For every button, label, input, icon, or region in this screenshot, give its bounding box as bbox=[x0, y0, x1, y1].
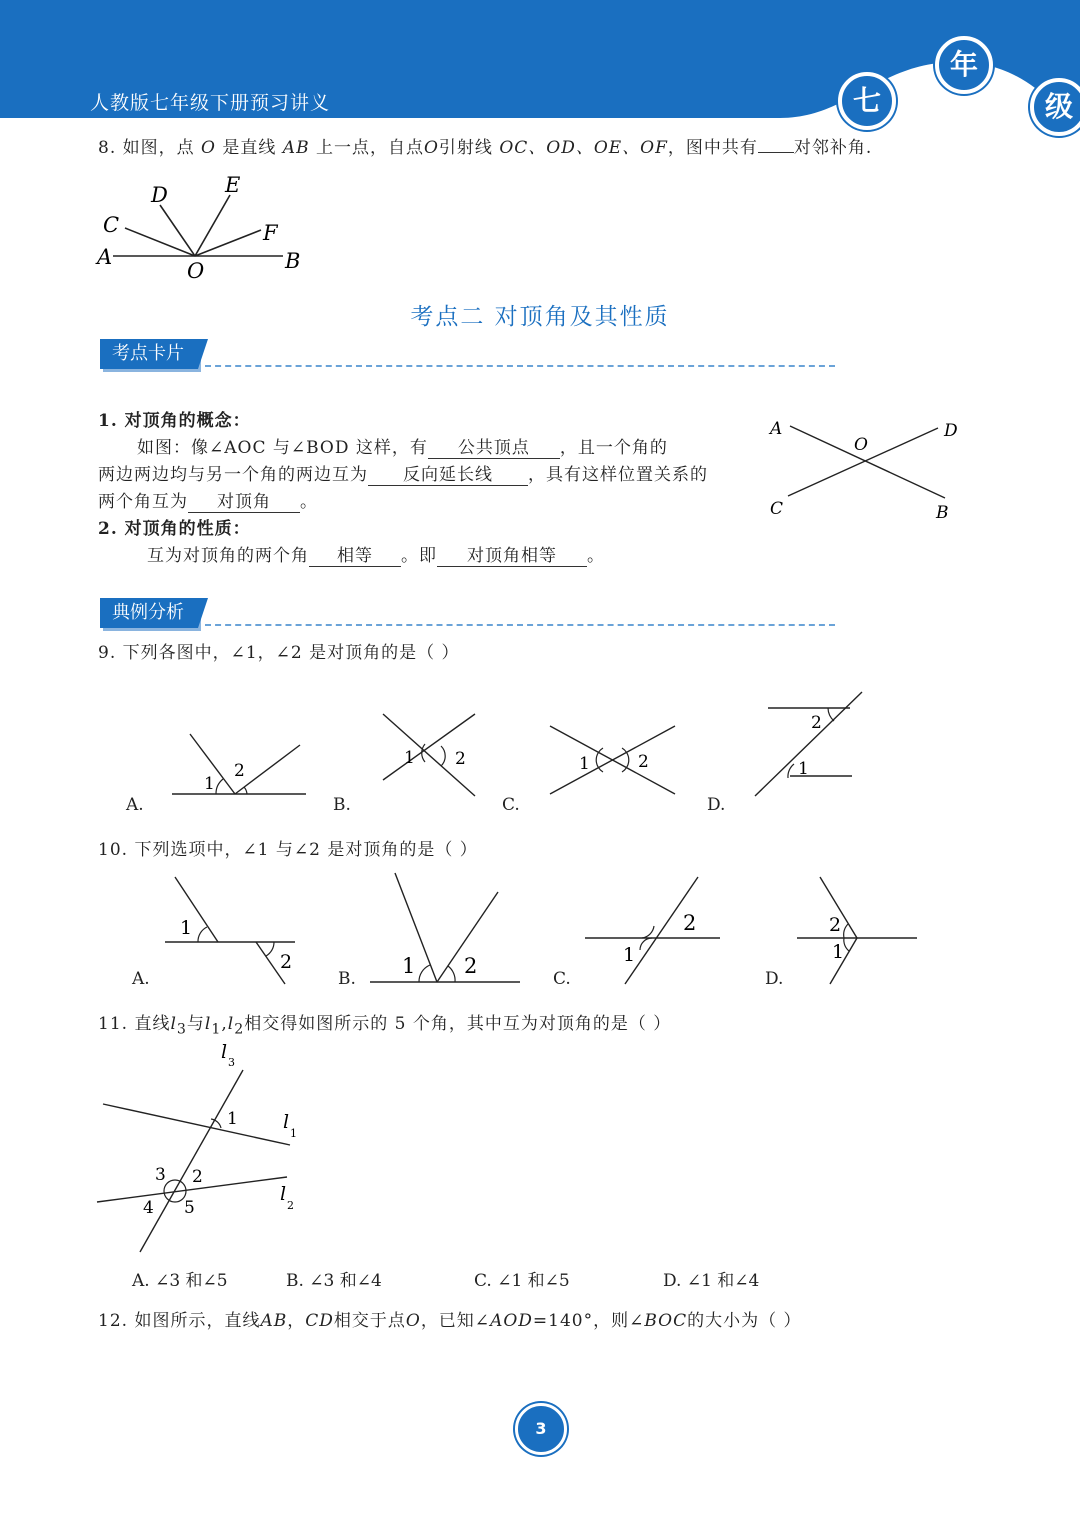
q10b-angle-1: 1 bbox=[402, 954, 416, 978]
examples-dashed-divider bbox=[205, 624, 835, 626]
q8-text-6: 对邻补角. bbox=[793, 138, 873, 158]
q9-figure-d bbox=[750, 688, 870, 800]
q11-figure bbox=[95, 1042, 310, 1257]
q11-fig-l1: l bbox=[283, 1111, 290, 1133]
q11-l3: l bbox=[170, 1014, 177, 1034]
q10d-angle-1: 1 bbox=[832, 941, 845, 963]
q10-figure-b bbox=[365, 870, 525, 985]
q10-figure-c bbox=[580, 872, 725, 987]
concept-text-a: 如图：像∠AOC 与∠BOD 这样，有 bbox=[137, 438, 428, 458]
q9-option-a[interactable]: A. bbox=[126, 795, 144, 815]
property-text-a: 互为对顶角的两个角 bbox=[147, 546, 309, 566]
q8-figure bbox=[95, 170, 310, 285]
concept-heading: 1. 对顶角的概念： bbox=[98, 411, 251, 431]
q8-label-f: F bbox=[263, 221, 278, 245]
question-10: 10. 下列选项中，∠1 与∠2 是对顶角的是（ ） bbox=[98, 840, 478, 860]
concept-text-c: ，且一个角的 bbox=[559, 438, 668, 458]
header-wave-decoration bbox=[0, 0, 1080, 140]
q8-text-5: ，图中共有 bbox=[667, 138, 758, 158]
property-blank-1: 相等 bbox=[309, 541, 401, 567]
q12-aod: AOD bbox=[490, 1311, 533, 1331]
q9d-angle-2: 2 bbox=[811, 713, 822, 733]
q9-option-c[interactable]: C. bbox=[502, 795, 520, 815]
vertical-angles-figure bbox=[760, 410, 970, 525]
property-text-c: 。即 bbox=[401, 546, 437, 566]
q8-label-d: D bbox=[151, 183, 168, 207]
q8-label-o: O bbox=[187, 259, 205, 283]
q9c-angle-1: 1 bbox=[579, 754, 590, 774]
question-8 bbox=[98, 133, 872, 158]
concept-blank-2: 反向延长线 bbox=[368, 460, 528, 486]
q9a-angle-1: 1 bbox=[204, 774, 215, 794]
q12-text-2: ， bbox=[287, 1311, 306, 1331]
concept-text-d: 两边两边均与另一个角的两边互为 bbox=[98, 465, 368, 485]
q9-option-b[interactable]: B. bbox=[333, 795, 351, 815]
q11-fig-l2-sub: 2 bbox=[287, 1199, 294, 1212]
q10c-angle-2: 2 bbox=[683, 911, 697, 935]
header-title: 人教版七年级下册预习讲义 bbox=[90, 92, 331, 114]
concept-text-f: 两个角互为 bbox=[98, 492, 188, 512]
grade-badge-ji: 级 bbox=[1030, 78, 1080, 136]
q8-answer-blank[interactable] bbox=[758, 152, 794, 153]
q11-option-d[interactable]: D. ∠1 和∠4 bbox=[663, 1271, 760, 1291]
question-12 bbox=[98, 1306, 802, 1331]
q10-option-a[interactable]: A. bbox=[132, 969, 150, 989]
q11-fig-l1-sub: 1 bbox=[290, 1127, 297, 1140]
q10d-angle-2: 2 bbox=[829, 914, 842, 936]
q9a-angle-2: 2 bbox=[234, 761, 245, 781]
fig-label-o: O bbox=[854, 435, 868, 455]
q11-fig-l2: l bbox=[280, 1183, 287, 1205]
fig-label-a: A bbox=[770, 419, 783, 439]
grade-badge-qi: 七 bbox=[838, 72, 896, 130]
q11-l2-sub: 2 bbox=[234, 1021, 245, 1038]
q11-l3-sub: 3 bbox=[176, 1021, 187, 1038]
q9-figure-a bbox=[160, 730, 310, 805]
q9b-angle-2: 2 bbox=[455, 749, 466, 769]
card-dashed-divider bbox=[205, 365, 835, 367]
q10-option-d[interactable]: D. bbox=[765, 969, 784, 989]
q10-figure-d bbox=[792, 872, 922, 987]
concept-line-2 bbox=[98, 460, 708, 486]
q12-o: O bbox=[405, 1311, 421, 1331]
q12-cd: CD bbox=[305, 1311, 334, 1331]
q12-text-5: =140°，则∠ bbox=[532, 1311, 645, 1331]
q8-label-a: A bbox=[97, 245, 113, 269]
question-11: 11. 直线$l_3$与$l_1,l_2$相交得如图所示的 5 个角，其中互为对顶角的是（ ） bbox=[98, 1014, 672, 1038]
q8-line-ab: AB bbox=[282, 138, 310, 158]
question-9: 9. 下列各图中，∠1，∠2 是对顶角的是（ ） bbox=[98, 643, 460, 663]
q8-rays: OC、OD、OE、OF bbox=[499, 138, 668, 158]
concept-line-1 bbox=[137, 433, 668, 459]
q10a-angle-2: 2 bbox=[280, 951, 293, 973]
grade-badge-nian: 年 bbox=[935, 36, 993, 94]
q8-point-o: O bbox=[201, 138, 216, 158]
q8-label-b: B bbox=[285, 249, 301, 273]
q11-angle-3: 3 bbox=[155, 1165, 166, 1185]
q12-text-1: 12. 如图所示，直线 bbox=[98, 1311, 261, 1331]
q11-text-1: 11. 直线 bbox=[98, 1014, 171, 1034]
q10-option-b[interactable]: B. bbox=[338, 969, 356, 989]
concept-text-e: ，具有这样位置关系的 bbox=[528, 465, 708, 485]
q8-text-1: 如图，点 bbox=[122, 138, 195, 158]
q8-number: 8. bbox=[98, 138, 117, 158]
q11-angle-4: 4 bbox=[143, 1198, 154, 1218]
q11-text-2: 与 bbox=[186, 1014, 205, 1034]
q11-l1-sub: 1 bbox=[211, 1021, 222, 1038]
q9b-angle-1: 1 bbox=[404, 748, 415, 768]
q12-ab: AB bbox=[260, 1311, 288, 1331]
q10-option-c[interactable]: C. bbox=[553, 969, 571, 989]
q11-text-3: 相交得如图所示的 5 个角，其中互为对顶角的是（ ） bbox=[244, 1014, 672, 1034]
q8-label-e: E bbox=[225, 173, 241, 197]
q9d-angle-1: 1 bbox=[798, 759, 809, 779]
q11-option-b[interactable]: B. ∠3 和∠4 bbox=[286, 1271, 382, 1291]
property-line bbox=[147, 541, 605, 567]
q12-text-3: 相交于点 bbox=[333, 1311, 406, 1331]
q8-text-3: 上一点，自点 bbox=[315, 138, 424, 158]
q11-fig-l3: l bbox=[221, 1042, 228, 1063]
q10-figure-a bbox=[160, 872, 300, 987]
q12-text-4: ，已知∠ bbox=[420, 1311, 491, 1331]
q8-text-4: 引射线 bbox=[438, 138, 493, 158]
q12-text-6: 的大小为（ ） bbox=[687, 1311, 802, 1331]
fig-label-c: C bbox=[770, 499, 784, 519]
q11-option-c[interactable]: C. ∠1 和∠5 bbox=[474, 1271, 570, 1291]
section-title: 考点二 对顶角及其性质 bbox=[410, 304, 670, 330]
concept-blank-1: 公共顶点 bbox=[428, 433, 560, 459]
property-blank-2: 对顶角相等 bbox=[437, 541, 587, 567]
property-heading: 2. 对顶角的性质： bbox=[98, 519, 251, 539]
q11-fig-l3-sub: 3 bbox=[228, 1056, 235, 1069]
example-analysis-tag: 典例分析 bbox=[100, 598, 198, 628]
q8-label-c: C bbox=[103, 213, 120, 237]
q10c-angle-1: 1 bbox=[623, 944, 636, 966]
q8-point-o-2: O bbox=[423, 138, 439, 158]
concept-text-g: 。 bbox=[300, 492, 318, 512]
q8-text-2: 是直线 bbox=[222, 138, 277, 158]
q11-angle-1: 1 bbox=[227, 1109, 238, 1129]
q9-figure-c bbox=[545, 718, 680, 798]
q11-option-a[interactable]: A. ∠3 和∠5 bbox=[132, 1271, 228, 1291]
q9-option-d[interactable]: D. bbox=[707, 795, 726, 815]
q12-boc: BOC bbox=[644, 1311, 688, 1331]
fig-label-d: D bbox=[944, 421, 958, 441]
q9-figure-b bbox=[375, 708, 485, 800]
concept-line-3 bbox=[98, 487, 318, 513]
page-number: 3 bbox=[515, 1403, 567, 1455]
concept-blank-3: 对顶角 bbox=[188, 487, 300, 513]
q9c-angle-2: 2 bbox=[638, 752, 649, 772]
q10b-angle-2: 2 bbox=[464, 954, 478, 978]
q10a-angle-1: 1 bbox=[180, 917, 193, 939]
fig-label-b: B bbox=[936, 503, 949, 523]
property-text-d: 。 bbox=[587, 546, 605, 566]
q11-l1: l bbox=[204, 1014, 212, 1034]
key-point-card-tag: 考点卡片 bbox=[100, 339, 198, 369]
q11-angle-2: 2 bbox=[192, 1167, 203, 1187]
q11-l2: l bbox=[227, 1014, 235, 1034]
q11-angle-5: 5 bbox=[184, 1198, 195, 1218]
